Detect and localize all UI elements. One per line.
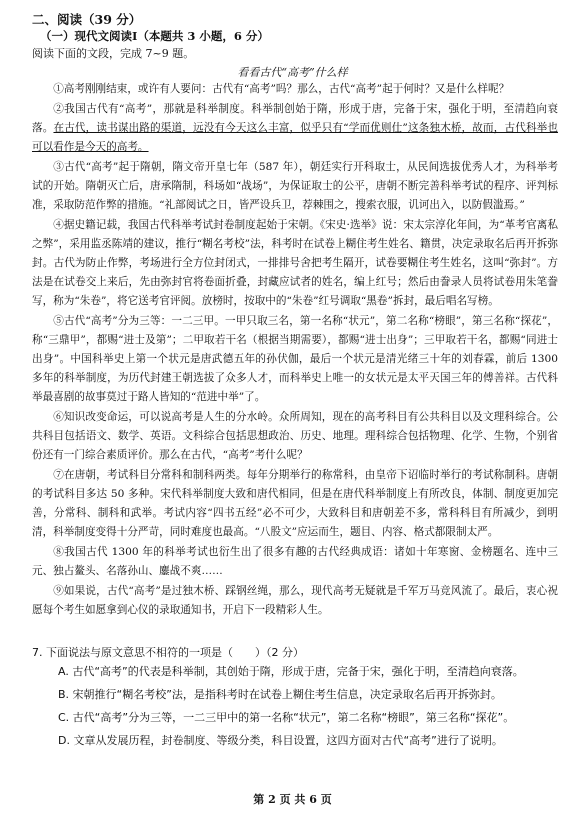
subsection-heading: （一）现代文阅读Ⅰ（本题共 3 小题，6 分） [40, 29, 269, 43]
paragraph-2: ②我国古代有“高考”，那就是科举制度。科举制创始于隋，形成于唐，完备于宋，强化于明，至清趋向衰落。在古代，读书谋出路的渠道，远没有今天这么丰富，似乎只有“学而优则仕”这条独木桥，故而，古代科举也可以看作是今天的高考。 [32, 103, 559, 153]
paragraph-9: ⑨如果说，古代“高考”是过独木桥、踩钢丝绳，那么，现代高考无疑就是千军万马竞风流了。最后，衷心祝愿每个考生如愿拿到心仪的录取通知书，开启下一段精彩人生。 [32, 585, 558, 616]
paragraph-7: ⑦在唐朝，考试科目分常科和制科两类。每年分期举行的称常科，由皇帝下诏临时举行的考试称制科。唐朝的考试科目多达 50 多种。宋代科举制度大致和唐代相同，但是在唐代科举制度上有所改良，体制、制度更加完善，分常科、制科和武举。考试内容“四书五经”必不可少，大致科目和唐朝差不多，常科科目有所减少，到明清，科举制度变得十分严苛，同时难度也最高。“八股文”应运而生，题目、内容、格式都限制太严。 [32, 469, 558, 538]
option-c: C. 古代“高考”分为三等，一二三甲中的第一名称“状元”，第二名称“榜眼”，第三名称“探花”。 [58, 711, 515, 724]
article-body [32, 80, 558, 621]
page-footer: 第 2 页 共 6 页 [253, 793, 332, 806]
paragraph-3: ③古代“高考”起于隋朝，隋文帝开皇七年（587 年），朝廷实行开科取士，从民间选拔优秀人才，为科举考试的开始。隋朝灭亡后，唐承隋制，科场如“战场”，为保证取士的公平，唐朝不断完善科举考试的程序、评判标准，采取防范作弊的措施。“礼部阅试之日，皆严设兵卫，荐棘围之，搜索衣服，讥诃出入，以防假滥焉。” [32, 161, 558, 211]
instruction-text: 阅读下面的文段，完成 7~9 题。 [32, 47, 195, 60]
option-a: A. 古代“高考”的代表是科举制，其创始于隋，形成于唐，完备于宋，强化于明，至清趋向衰落。 [58, 665, 524, 678]
section-heading: 二、阅读（39 分） [32, 12, 142, 27]
underlined-sentence: 在古代，读书谋出路的渠道，远没有今天这么丰富，似乎只有“学而优则仕”这条独木桥，故而，古代科举也可以看作是今天的高考。 [32, 122, 559, 153]
option-b: B. 宋朝推行“糊名考校”法，是指科考时在试卷上糊住考生信息，决定录取名后再开拆弥封。 [58, 688, 502, 701]
paragraph-8: ⑧我国古代 1300 年的科举考试也衍生出了很多有趣的古代经典成语：诸如十年寒窗、金榜题名、连中三元、独占鳌头、名落孙山、鏖战不爽…… [32, 546, 558, 577]
option-d: D. 文章从发展历程，封卷制度、等级分类，科目设置，这四方面对古代“高考”进行了说明。 [58, 734, 503, 747]
paragraph-1: ①高考刚刚结束，或许有人要问：古代有“高考”吗？那么，古代“高考”起于何时？又是什么样呢？ [53, 83, 510, 95]
paragraph-5: ⑤古代“高考”分为三等：一二三甲。一甲只取三名，第一名称“状元”，第二名称“榜眼”，第三名称“探花”，称“三鼎甲”，都赐“进士及第”；二甲取若干名（根据当期需要），都赐“进士出身”；三甲取若干名，都赐“同进士出身”。中国科举史上第一个状元是唐武德五年的孙伏伽，最后一个状元是清光绪三十年的刘春霖，前后 1300 多年的科举制度，为历代封建王朝选拔了众多人才，而科举史上唯一的女状元是太平天国三年的傅善祥。古代科举最喜剧的故事莫过于路人皆知的“范进中举”了。 [32, 315, 558, 403]
question-block [32, 643, 558, 754]
question-stem: 7. 下面说法与原文意思不相符的一项是（ ）（2 分） [32, 646, 304, 659]
paragraph-6: ⑥知识改变命运，可以说高考是人生的分水岭。众所周知，现在的高考科目有公共科目以及文理科综合。公共科目包括语文、数学、英语。文科综合包括思想政治、历史、地理。理科综合包括物理、化学、生物，个别省份还有一门综合素质评价。那么在古代，“高考”考什么呢？ [32, 411, 558, 461]
article-title: 看看古代“高考”什么样 [237, 66, 348, 79]
paragraph-4: ④据史籍记载，我国古代科举考试封卷制度起始于宋朝。《宋史·选举》说：宋太宗淳化年间，为“革考官离私之弊”，采用监丞陈靖的建议，推行“糊名考校”法，科考时在试卷上糊住考生姓名、籍贯，决定录取名后再开拆弥封。古代为防止作弊，考场进行全方位封闭式，一排排号舍把考生隔开，试卷要糊住考生姓名，这叫“弥封”。方法是在试卷交上来后，先由弥封官将卷面折叠，封藏应试者的姓名，编上红号；然后由誊录人员将试卷用朱笔誊写，称为“朱卷”，将它送考官评阅。放榜时，按取中的“朱卷”红号调取“黑卷”拆封，最后唱名写榜。 [32, 219, 558, 307]
